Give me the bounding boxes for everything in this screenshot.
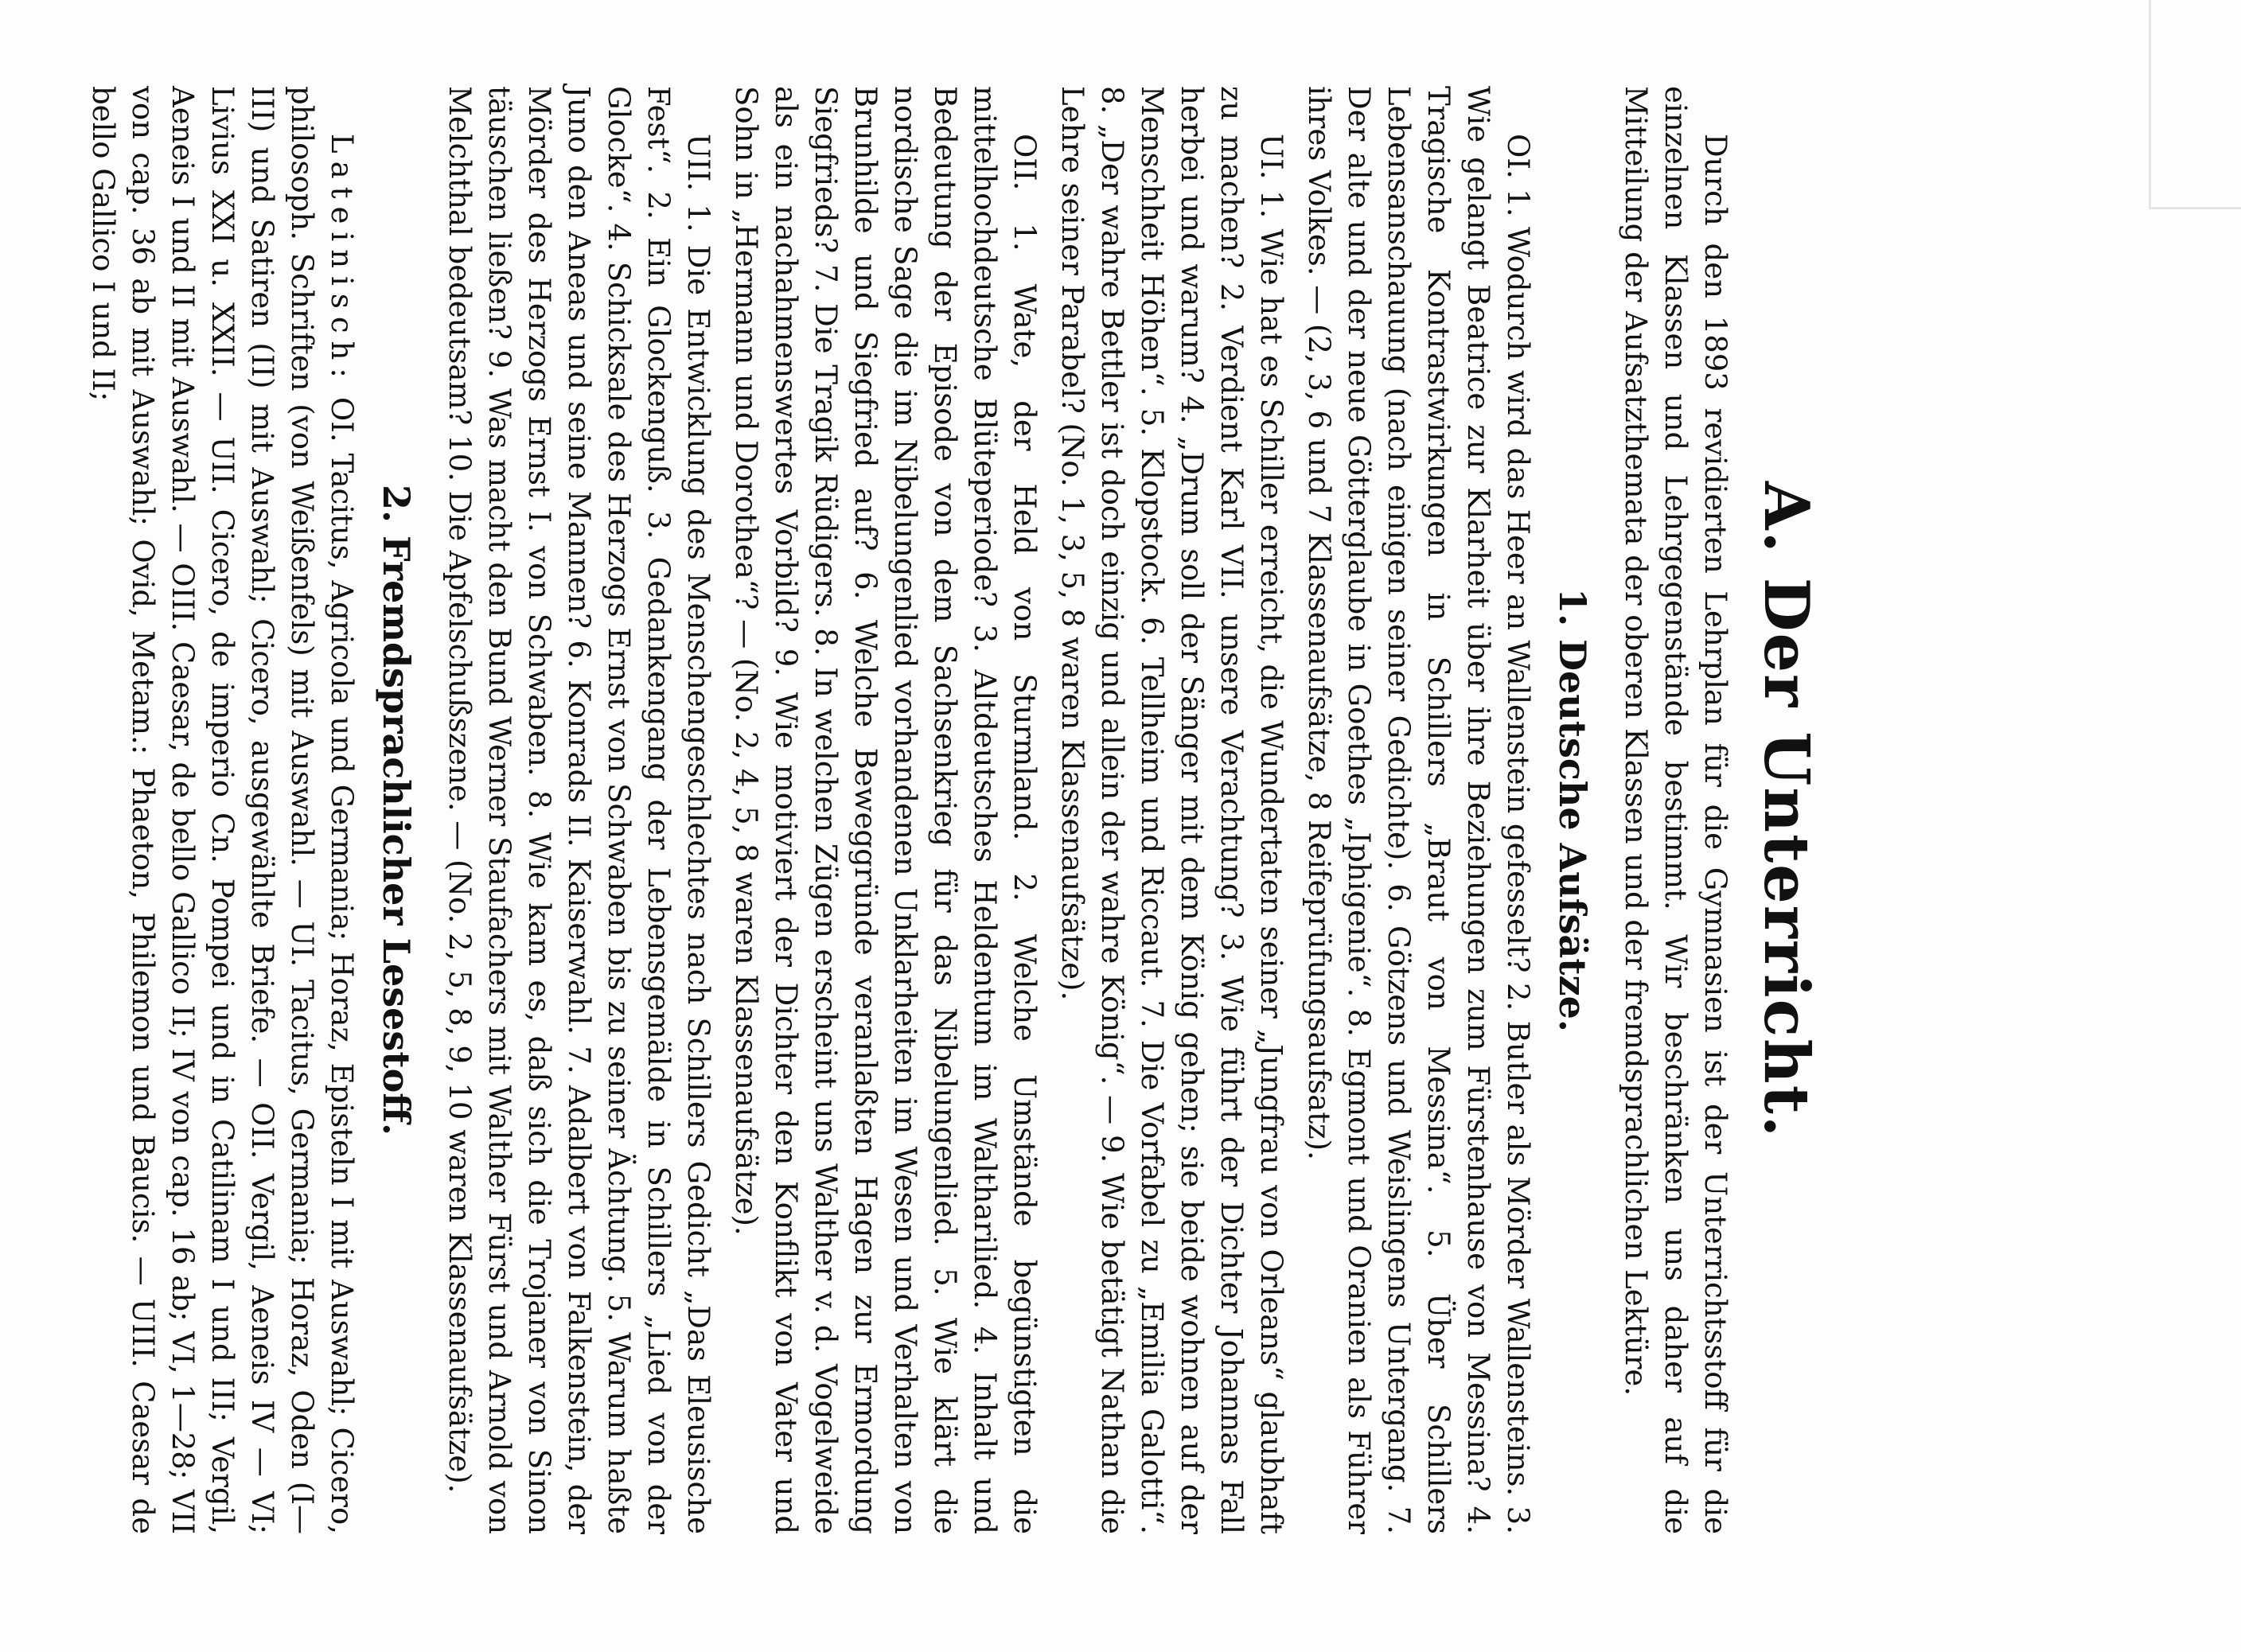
section-2-heading: 2. Fremdsprachlicher Lesestoff. [375,484,418,1136]
section-1-heading: 1. Deutsche Aufsätze. [1551,588,1594,1032]
essay-topics-UI: UI. 1. Wie hat es Schiller erreicht, die Wundertaten seiner „Jungfrau von Orleans“ glaubhaft zu machen? 2. Verdient Karl VII. unsere Verachtung? 3. Wie führt der Dichter Johannas Fall herbei und warum? 4. „Drum soll der Sänger mit dem König gehen; sie beide wohnen auf der Menschheit Höhen“. 5. Klopstock. 6. Tellheim und Riccaut. 7. Die Vorfabel zu „Emilia Galotti“. 8. „Der wahre Bettler ist doch einzig und allein der wahre König“. — 9. Wie betätigt Nathan die Lehre seiner Parabel? (No. 1, 3, 5, 8 waren Klassenaufsätze). [1055,86,1288,1534]
latin-reading-paragraph [83,86,361,1534]
essay-topics-OI: OI. 1. Wodurch wird das Heer an Wallenstein gefesselt? 2. Butler als Mörder Wallensteins. 3. Wie gelangt Beatrice zur Klarheit über ihre Beziehungen zum Fürstenhause von Messina? 4. Tragische Kontrastwirkungen in Schillers „Braut von Messina“. 5. Über Schillers Lebensanschauung (nach einigen seiner Gedichte). 6. Götzens und Weislingens Untergang. 7. Der alte und der neue Götterglaube in Goethes „Iphigenie“. 8. Egmont und Oranien als Führer ihres Volkes. — (2, 3, 6 und 7 Klassenaufsätze, 8 Reifeprüfungsaufsatz). [1302,86,1535,1534]
intro-paragraph: Durch den 1893 revidierten Lehrplan für die Gymnasien ist der Unterrichtsstoff für die einzelnen Klassen und Lehrgegenstände bestimmt. Wir beschränken uns daher auf die Mitteilung der Aufsatzthemata der oberen Klassen und der fremdsprachlichen Lektüre. [1619,86,1732,1534]
latin-label: Lateinisch: [325,134,359,386]
page-title: A. Der Unterricht. [1750,481,1822,1139]
library-stamp [2149,0,2241,209]
rotated-document-page [24,86,1822,1534]
essay-topics-OII: OII. 1. Wate, der Held von Sturmland. 2. Welche Umstände begünstigten die mittelhochdeutsche Blüteperiode? 3. Altdeutsches Heldentum im Waltharilied. 4. Inhalt und Bedeutung der Episode von dem Sachsenkrieg für das Nibelungenlied. 5. Wie klärt die nordische Sage die im Nibelungenlied vorhandenen Unklarheiten im Wesen und Verhalten von Brunhilde und Siegfried auf? 6. Welche Beweggründe veranlaßten Hagen zur Ermordung Siegfrieds? 7. Die Tragik Rüdigers. 8. In welchen Zügen erscheint uns Walther v. d. Vogelweide als ein nachahmenswertes Vorbild? 9. Wie motiviert der Dichter den Konflikt von Vater und Sohn in „Hermann und Dorothea“? — (No. 2, 4, 5, 8 waren Klassenaufsätze). [729,86,1042,1534]
latin-reading-text: OI. Tacitus, Agricola und Germania; Horaz, Episteln I mit Auswahl; Cicero, philosoph. Schriften (von Weißenfels) mit Auswahl. — UI. Tacitus, Germania; Horaz, Oden (I—III) und Satiren (II) mit Auswahl; Cicero, ausgewählte Briefe. — OII. Vergil, Aeneis IV — VI; Livius XXI u. XXII. — UII. Cicero, de imperio Cn. Pompei und in Catilinam I und III; Vergil, Aeneis I und II mit Auswahl. — OIII. Caesar, de bello Gallico II; IV von cap. 16 ab; VI, 1—28; VII von cap. 36 ab mit Auswahl; Ovid, Metam.: Phaeton, Philemon und Baucis. — UIII. Caesar de bello Gallico I und II; [86,86,359,1534]
essay-topics-UII: UII. 1. Die Entwicklung des Menschengeschlechtes nach Schillers Gedicht „Das Eleusische Fest“. 2. Ein Glockenguß. 3. Gedankengang der Lebensgemälde in Schillers „Lied von der Glocke“. 4. Schicksale des Herzogs Ernst von Schwaben bis zu seiner Ächtung. 5. Warum haßte Juno den Aneas und seine Mannen? 6. Konrads II. Kaiserwahl. 7. Adalbert von Falkenstein, der Mörder des Herzogs Ernst I. von Schwaben. 8. Wie kam es, daß sich die Trojaner von Sinon täuschen ließen? 9. Was macht den Bund Werner Staufachers mit Walther Fürst und Arnold von Melchthal bedeutsam? 10. Die Apfelschußszene. — (No. 2, 5, 8, 9, 10 waren Klassenaufsätze). [442,86,715,1534]
